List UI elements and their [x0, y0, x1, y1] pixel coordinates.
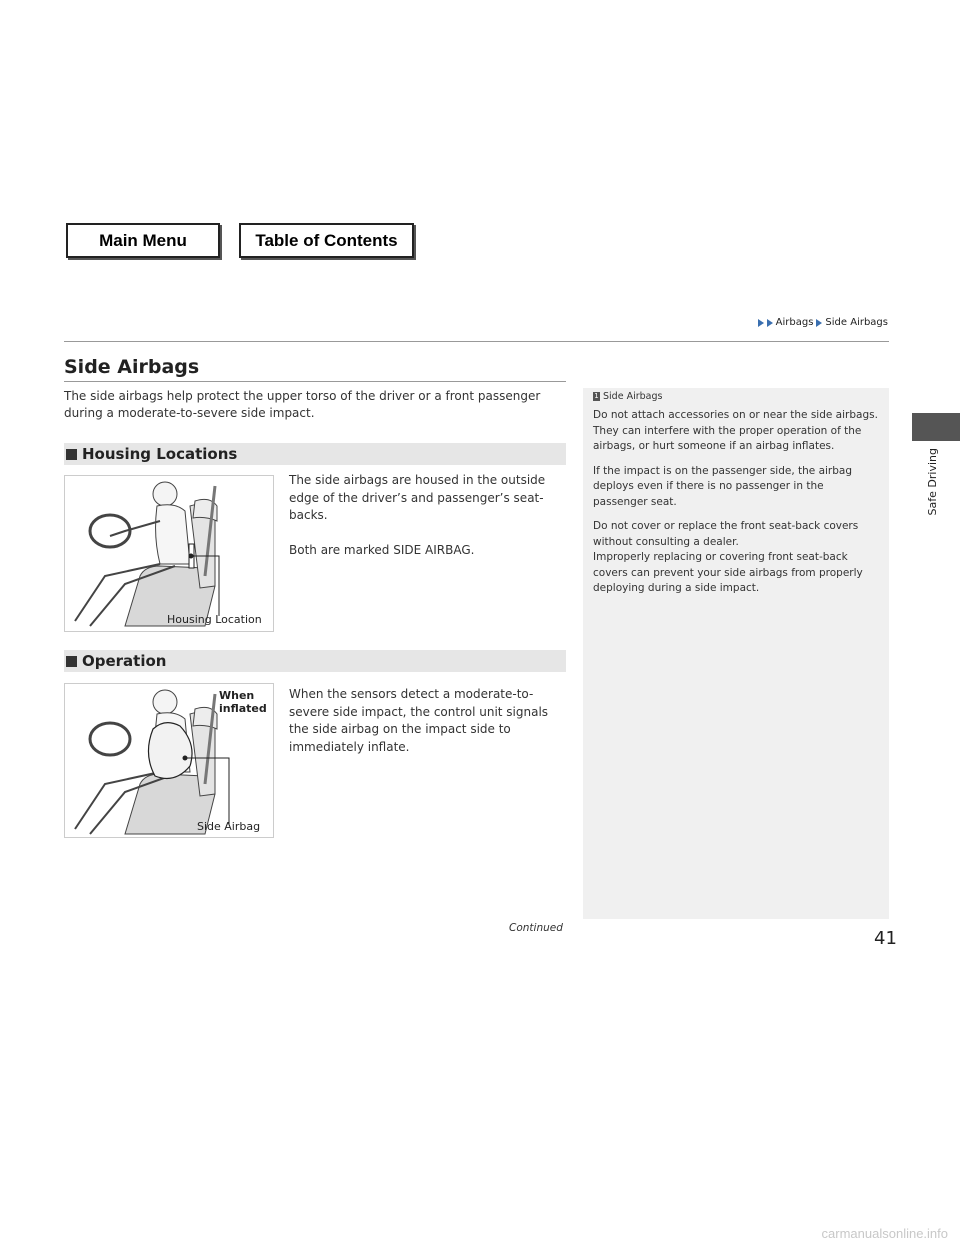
- section-heading-operation: [64, 650, 566, 672]
- chevron-right-icon: [816, 319, 822, 327]
- figure-label: Housing Location: [167, 613, 262, 626]
- operation-text: [289, 686, 567, 756]
- page-title: Side Airbags: [64, 356, 200, 378]
- seated-driver-illustration: [65, 476, 274, 632]
- continued-label: Continued: [509, 922, 563, 934]
- intro-paragraph: The side airbags help protect the upper torso of the driver or a front passenger during a moderate-to-severe side impact.: [64, 389, 541, 420]
- figure-label: Side Airbag: [197, 820, 261, 833]
- note-paragraph: Do not attach accessories on or near the side airbags. They can interfere with the proper operation of the airbags, or hurt someone if an airbag inflates.: [593, 409, 878, 452]
- watermark: carmanualsonline.info: [821, 1226, 948, 1241]
- note-number-badge: 1: [594, 392, 599, 400]
- note-title-text: Side Airbags: [603, 391, 663, 402]
- airbag-inflation-illustration: [64, 683, 274, 838]
- square-bullet-icon: [66, 656, 77, 667]
- section-heading-label: Housing Locations: [82, 445, 238, 463]
- housing-locations-text: [289, 472, 567, 559]
- body-paragraph: Both are marked SIDE AIRBAG.: [289, 542, 475, 557]
- breadcrumb-item-side-airbags[interactable]: Side Airbags: [825, 317, 888, 328]
- chevron-right-icon: [758, 319, 764, 327]
- section-heading-label: Operation: [82, 652, 167, 670]
- housing-location-illustration: [64, 475, 274, 632]
- page-number: 41: [874, 928, 897, 949]
- breadcrumb: [758, 317, 888, 328]
- figure-label: When inflated: [219, 689, 267, 715]
- header-divider: [64, 341, 889, 342]
- note-paragraph: If the impact is on the passenger side, the airbag deploys even if there is no passenger in the passenger seat.: [593, 464, 853, 508]
- breadcrumb-item-airbags[interactable]: Airbags: [775, 317, 814, 328]
- title-divider: [64, 381, 566, 382]
- note-sidebar: [583, 388, 889, 919]
- chapter-tab[interactable]: [912, 413, 960, 441]
- body-paragraph: When the sensors detect a moderate-to-severe side impact, the control unit signals the side airbag on the impact side to immediately inflate.: [289, 687, 549, 754]
- note-paragraph: Do not cover or replace the front seat-back covers without consulting a dealer. Improperly replacing or covering front seat-back covers can prevent your side airbags from properly deploying during a side impact.: [593, 520, 863, 594]
- note-title: [593, 391, 879, 402]
- body-paragraph: The side airbags are housed in the outside edge of the driver’s and passenger’s seat-backs.: [289, 473, 546, 522]
- chapter-label: Safe Driving: [926, 448, 939, 516]
- square-bullet-icon: [66, 449, 77, 460]
- table-of-contents-button[interactable]: Table of Contents: [239, 223, 414, 258]
- section-heading-housing-locations: [64, 443, 566, 465]
- chevron-right-icon: [767, 319, 773, 327]
- main-menu-button[interactable]: Main Menu: [66, 223, 220, 258]
